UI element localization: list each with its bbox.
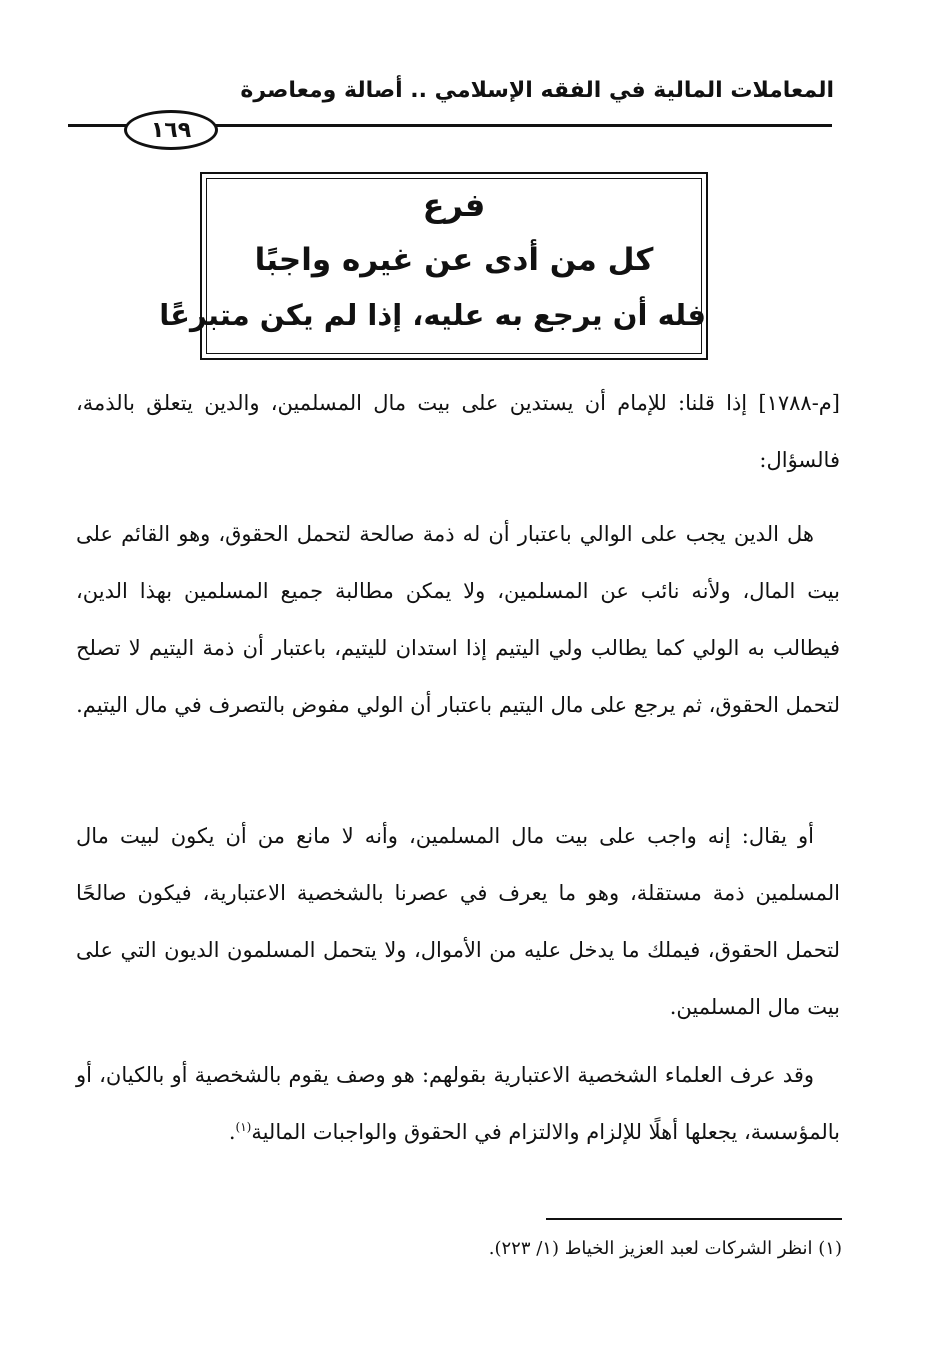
paragraph-4 <box>76 1047 840 1161</box>
footnote: (١) انظر الشركات لعبد العزيز الخياط (١/ ٢٢٣). <box>488 1238 842 1259</box>
footnote-rule <box>546 1218 842 1220</box>
footnote-marker: (١) <box>235 1120 252 1134</box>
section-title-box <box>159 172 708 360</box>
paragraph-4-end: . <box>228 1120 236 1144</box>
page-number-text: ١٦٩ <box>150 117 192 143</box>
paragraph-1: [م-١٧٨٨] إذا قلنا: للإمام أن يستدين على بيت مال المسلمين، والدين يتعلق بالذمة، فالسؤال: <box>76 391 840 472</box>
paragraph-2: هل الدين يجب على الوالي باعتبار أن له ذمة صالحة لتحمل الحقوق، وهو القائم على بيت المال، ولأنه نائب عن المسلمين، ولا يمكن مطالبة جميع المسلمين بهذا الدين، فيطالب به الولي كما يطالب ولي اليتيم إذا استدان لليتيم، باعتبار أن ذمة اليتيم لا تصلح لتحمل الحقوق، ثم يرجع على مال اليتيم باعتبار أن الولي مفوض بالتصرف في مال اليتيم. <box>76 522 840 717</box>
page-number <box>124 110 218 150</box>
section-title-line-2: فله أن يرجع به عليه، إذا لم يكن متبرعًا <box>159 298 706 332</box>
paragraph-4-text: وقد عرف العلماء الشخصية الاعتبارية بقولهم: هو وصف يقوم بالشخصية أو بالكيان، أو بالمؤسسة، يجعلها أهلًا للإلزام والالتزام في الحقوق والواجبات المالية <box>76 1063 840 1144</box>
running-header: المعاملات المالية في الفقه الإسلامي .. أصالة ومعاصرة <box>240 78 834 103</box>
section-title-line-1: كل من أدى عن غيره واجبًا <box>254 242 654 278</box>
section-heading: فرع <box>422 186 486 224</box>
paragraph-3: أو يقال: إنه واجب على بيت مال المسلمين، وأنه لا مانع من أن يكون لبيت مال المسلمين ذمة مستقلة، وهو ما يعرف في عصرنا بالشخصية الاعتبارية، فيكون صالحًا لتحمل الحقوق، فيملك ما يدخل عليه من الأموال، ولا يتحمل المسلمون الديون التي على بيت مال المسلمين. <box>76 824 840 1019</box>
